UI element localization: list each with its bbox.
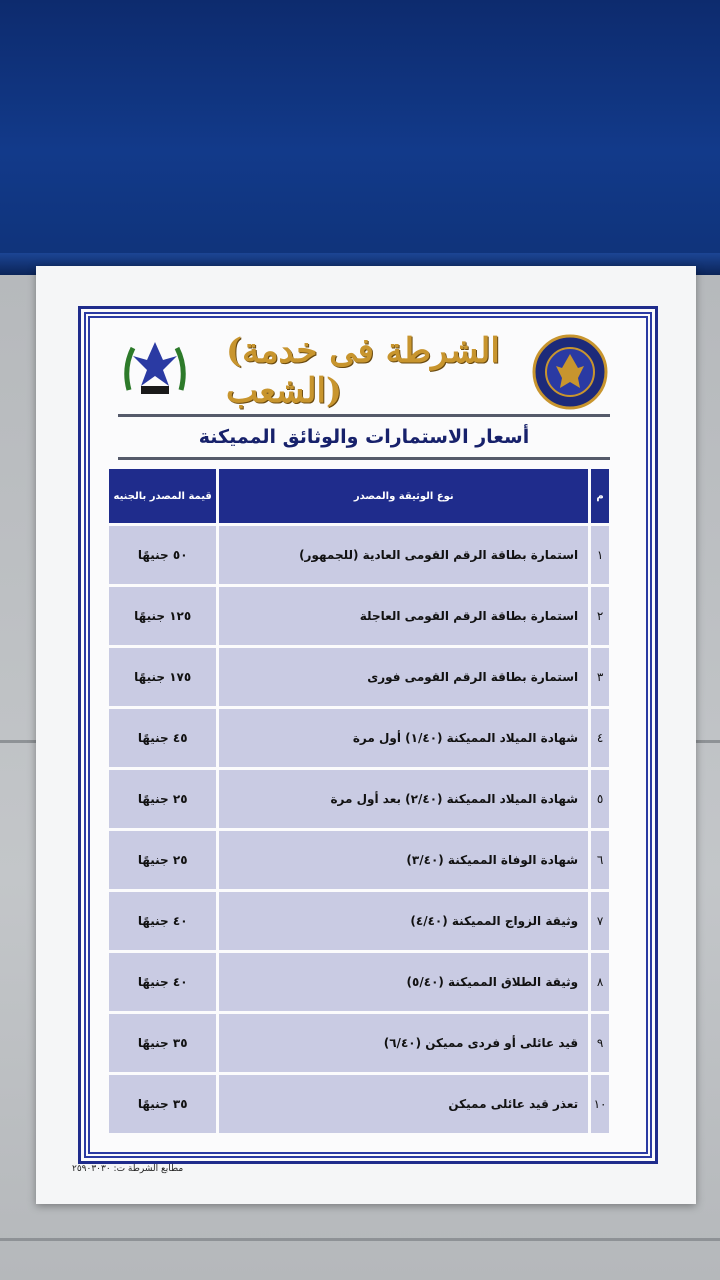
document-type: قيد عائلى أو فردى مميكن (٦/٤٠) — [219, 1014, 588, 1072]
row-number: ١٠ — [591, 1075, 609, 1133]
row-number: ٣ — [591, 648, 609, 706]
table-row — [109, 587, 609, 645]
table-row — [109, 648, 609, 706]
table-row — [109, 953, 609, 1011]
row-number: ٨ — [591, 953, 609, 1011]
row-number: ٦ — [591, 831, 609, 889]
document-type: وثيقة الزواج المميكنة (٤/٤٠) — [219, 892, 588, 950]
printer-credit: مطابع الشرطة ت: ٢٥٩٠٣٠٣٠ — [72, 1164, 184, 1174]
document-type: تعذر قيد عائلى مميكن — [219, 1075, 588, 1133]
column-header-price: قيمة المصدر بالجنيه — [109, 469, 216, 523]
row-number: ٩ — [591, 1014, 609, 1072]
blue-wall-panel — [0, 0, 720, 275]
price-table — [106, 466, 612, 1136]
price-value: ٤٠ جنيهًا — [109, 892, 216, 950]
table-row — [109, 892, 609, 950]
table-row — [109, 526, 609, 584]
price-value: ١٢٥ جنيهًا — [109, 587, 216, 645]
police-eagle-emblem — [117, 330, 193, 406]
price-value: ٤٥ جنيهًا — [109, 709, 216, 767]
column-header-number: م — [591, 469, 609, 523]
price-value: ٢٥ جنيهًا — [109, 831, 216, 889]
document-type: استمارة بطاقة الرقم القومى العاجلة — [219, 587, 588, 645]
civil-status-seal-icon — [532, 334, 608, 410]
table-row — [109, 709, 609, 767]
document-type: استمارة بطاقة الرقم القومى فورى — [219, 648, 588, 706]
price-value: ١٧٥ جنيهًا — [109, 648, 216, 706]
column-header-document: نوع الوثيقة والمصدر — [219, 469, 588, 523]
poster-subtitle: أسعار الاستمارات والوثائق المميكنة — [118, 414, 610, 460]
price-value: ٣٥ جنيهًا — [109, 1075, 216, 1133]
table-row — [109, 770, 609, 828]
table-row — [109, 1014, 609, 1072]
document-type: شهادة الميلاد المميكنة (٢/٤٠) بعد أول مرة — [219, 770, 588, 828]
row-number: ٢ — [591, 587, 609, 645]
price-value: ٢٥ جنيهًا — [109, 770, 216, 828]
document-type: شهادة الميلاد المميكنة (١/٤٠) أول مرة — [219, 709, 588, 767]
price-value: ٣٥ جنيهًا — [109, 1014, 216, 1072]
price-value: ٥٠ جنيهًا — [109, 526, 216, 584]
document-type: وثيقة الطلاق المميكنة (٥/٤٠) — [219, 953, 588, 1011]
row-number: ٤ — [591, 709, 609, 767]
row-number: ٥ — [591, 770, 609, 828]
wall-seam — [0, 1238, 720, 1241]
row-number: ٧ — [591, 892, 609, 950]
table-row — [109, 1075, 609, 1133]
document-type: شهادة الوفاة المميكنة (٣/٤٠) — [219, 831, 588, 889]
price-value: ٤٠ جنيهًا — [109, 953, 216, 1011]
poster-title: (الشرطة فى خدمة الشعب) — [226, 331, 500, 411]
row-number: ١ — [591, 526, 609, 584]
document-type: استمارة بطاقة الرقم القومى العادية (للجمهور) — [219, 526, 588, 584]
table-row — [109, 831, 609, 889]
